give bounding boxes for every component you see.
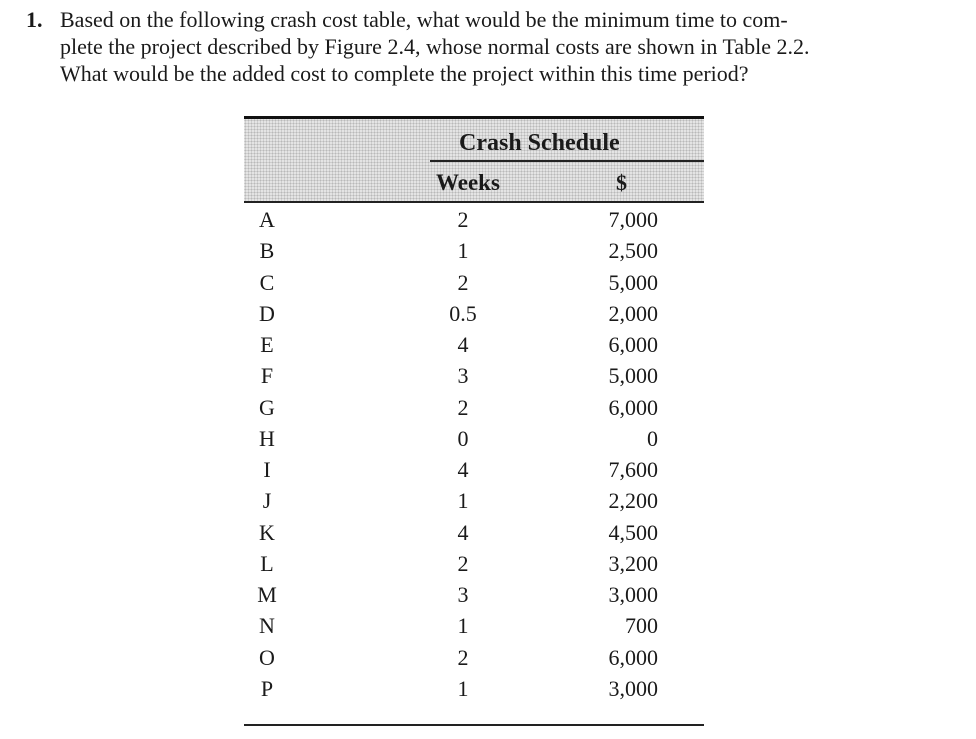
crash-weeks: 2 bbox=[457, 207, 469, 232]
activity-label: G bbox=[259, 394, 275, 420]
table-row bbox=[244, 673, 704, 704]
activity-label: I bbox=[263, 457, 271, 482]
activity-label: H bbox=[259, 425, 275, 451]
crash-cost: 6,000 bbox=[608, 394, 658, 420]
table-row bbox=[244, 298, 704, 329]
activity-label: N bbox=[259, 613, 275, 639]
activity-label: E bbox=[260, 332, 274, 357]
crash-cost: 4,500 bbox=[608, 519, 658, 545]
question-block bbox=[26, 6, 956, 87]
crash-weeks: 4 bbox=[457, 332, 469, 357]
crash-cost: 3,000 bbox=[608, 675, 658, 701]
crash-weeks: 1 bbox=[457, 238, 469, 264]
table-row bbox=[244, 610, 704, 641]
crash-cost: 700 bbox=[625, 613, 658, 639]
table-row bbox=[244, 454, 704, 485]
crash-cost: 5,000 bbox=[608, 269, 658, 295]
crash-weeks: 3 bbox=[457, 582, 469, 607]
crash-cost: 6,000 bbox=[608, 644, 658, 670]
crash-weeks: 2 bbox=[457, 394, 469, 420]
crash-weeks: 0 bbox=[457, 425, 469, 451]
group-header-rule bbox=[430, 160, 704, 162]
table-row bbox=[244, 485, 704, 516]
crash-weeks: 2 bbox=[457, 269, 469, 295]
table-header bbox=[244, 119, 704, 201]
activity-label: F bbox=[260, 363, 274, 389]
crash-cost: 3,000 bbox=[608, 582, 658, 607]
cost-column-header: $ bbox=[616, 170, 627, 195]
table-row bbox=[244, 360, 704, 391]
crash-weeks: 4 bbox=[457, 519, 469, 545]
weeks-column-header: Weeks bbox=[436, 170, 500, 195]
crash-cost: 0 bbox=[647, 425, 658, 451]
table-bottom-rule bbox=[244, 724, 704, 726]
activity-label: C bbox=[259, 269, 275, 295]
activity-label: L bbox=[260, 550, 274, 576]
crash-cost: 6,000 bbox=[608, 332, 658, 357]
question-line: What would be the added cost to complete the project within this time period? bbox=[60, 61, 749, 86]
activity-label: J bbox=[262, 488, 272, 514]
crash-cost: 7,600 bbox=[608, 457, 658, 482]
activity-label: D bbox=[259, 300, 275, 326]
crash-cost: 3,200 bbox=[608, 550, 658, 576]
table-row bbox=[244, 642, 704, 673]
crash-weeks: 2 bbox=[457, 550, 469, 576]
question-text bbox=[60, 6, 956, 87]
crash-weeks: 1 bbox=[457, 675, 469, 701]
table-row bbox=[244, 423, 704, 454]
crash-weeks: 3 bbox=[457, 363, 469, 389]
activity-label: M bbox=[257, 582, 277, 607]
activity-label: P bbox=[260, 675, 274, 701]
crash-weeks: 4 bbox=[457, 457, 469, 482]
table-body bbox=[244, 204, 704, 704]
question-number: 1. bbox=[26, 7, 43, 32]
crash-cost-table bbox=[244, 116, 704, 726]
table-row bbox=[244, 392, 704, 423]
crash-cost: 5,000 bbox=[608, 363, 658, 389]
question-line: plete the project described by Figure 2.4, whose normal costs are shown in Table 2.2. bbox=[60, 34, 810, 59]
crash-cost: 2,500 bbox=[608, 238, 658, 264]
crash-weeks: 0.5 bbox=[449, 300, 477, 326]
table-row bbox=[244, 267, 704, 298]
table-row bbox=[244, 329, 704, 360]
activity-label: O bbox=[259, 644, 275, 670]
table-row bbox=[244, 548, 704, 579]
question-line: Based on the following crash cost table, what would be the minimum time to com- bbox=[60, 7, 788, 32]
table-row bbox=[244, 579, 704, 610]
crash-weeks: 2 bbox=[457, 644, 469, 670]
crash-cost: 7,000 bbox=[608, 207, 658, 232]
table-row bbox=[244, 235, 704, 266]
table-row bbox=[244, 517, 704, 548]
activity-label: B bbox=[259, 238, 275, 264]
crash-schedule-header: Crash Schedule bbox=[459, 130, 620, 156]
crash-cost: 2,200 bbox=[608, 488, 658, 514]
header-bottom-rule bbox=[244, 201, 704, 203]
crash-cost: 2,000 bbox=[608, 300, 658, 326]
crash-weeks: 1 bbox=[457, 488, 469, 514]
table-row bbox=[244, 204, 704, 235]
activity-label: K bbox=[259, 519, 275, 545]
crash-weeks: 1 bbox=[457, 613, 469, 639]
activity-label: A bbox=[259, 207, 275, 232]
